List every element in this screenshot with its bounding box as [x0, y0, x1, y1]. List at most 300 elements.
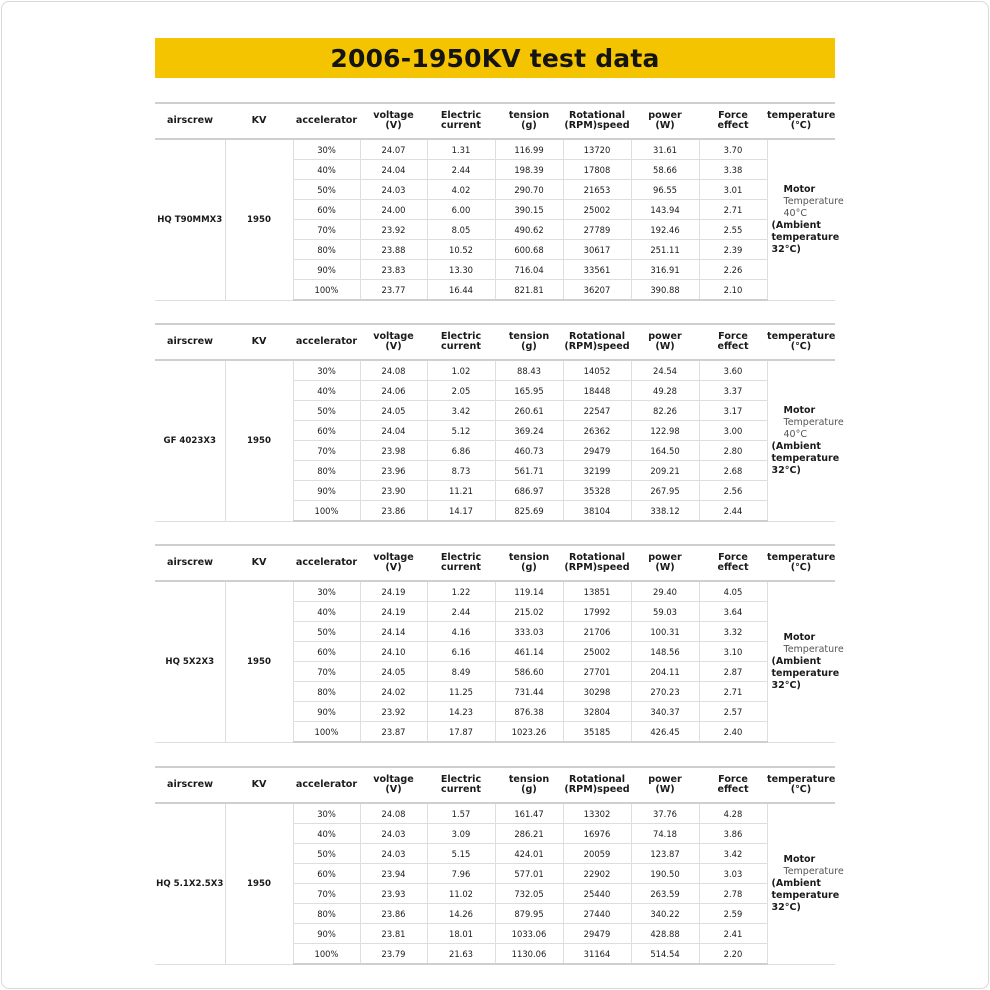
accelerator-cell: 60%: [293, 864, 360, 884]
tension-cell: 1130.06: [495, 944, 563, 965]
power-cell: 190.50: [631, 864, 699, 884]
accelerator-cell: 70%: [293, 884, 360, 904]
force-effect-cell: 2.56: [699, 481, 767, 501]
force-effect-cell: 2.87: [699, 662, 767, 682]
voltage-cell: 24.04: [360, 160, 427, 180]
current-cell: 5.15: [427, 844, 495, 864]
tension-cell: 586.60: [495, 662, 563, 682]
header-current: [427, 324, 495, 360]
force-effect-cell: 2.20: [699, 944, 767, 965]
current-cell: 6.00: [427, 200, 495, 220]
current-cell: 4.02: [427, 180, 495, 200]
temperature-ambient: (Ambient temperature 32°C): [771, 440, 840, 476]
data-table: [155, 544, 844, 743]
voltage-cell: 23.90: [360, 481, 427, 501]
power-cell: 96.55: [631, 180, 699, 200]
current-cell: 17.87: [427, 722, 495, 743]
header-accelerator: [293, 545, 360, 581]
force-effect-cell: 2.44: [699, 501, 767, 522]
accelerator-cell: 100%: [293, 501, 360, 522]
header-force-effect-label: Force: [718, 552, 748, 563]
header-power-unit: (W): [655, 562, 675, 573]
accelerator-cell: 80%: [293, 461, 360, 481]
speed-cell: 25002: [563, 200, 631, 220]
current-cell: 8.05: [427, 220, 495, 240]
temperature-cell: [767, 360, 844, 521]
header-power-label: power: [648, 774, 682, 785]
force-effect-cell: 2.41: [699, 924, 767, 944]
voltage-cell: 23.98: [360, 441, 427, 461]
force-effect-cell: 2.78: [699, 884, 767, 904]
current-cell: 16.44: [427, 280, 495, 301]
header-tension-label: tension: [508, 110, 550, 121]
header-row: [155, 545, 835, 581]
header-airscrew: [155, 767, 225, 803]
header-power-unit: (W): [655, 341, 675, 352]
header-temperature-unit: (℃): [790, 341, 812, 352]
header-current-label: Electric: [440, 331, 482, 342]
speed-cell: 36207: [563, 280, 631, 301]
tension-cell: 461.14: [495, 642, 563, 662]
speed-cell: 27440: [563, 904, 631, 924]
temperature-motor-label: Motor: [783, 183, 816, 195]
header-airscrew-label: airscrew: [167, 557, 213, 568]
header-power-unit: (W): [655, 784, 675, 795]
airscrew-name: HQ T90MMX3: [157, 214, 223, 225]
tension-cell: 119.14: [495, 581, 563, 602]
speed-cell: 26362: [563, 421, 631, 441]
header-accelerator: [293, 767, 360, 803]
power-cell: 37.76: [631, 803, 699, 824]
voltage-cell: 23.88: [360, 240, 427, 260]
header-speed-unit: (RPM)speed: [564, 120, 630, 131]
power-cell: 164.50: [631, 441, 699, 461]
header-temperature-unit: (℃): [790, 120, 812, 131]
tension-cell: 577.01: [495, 864, 563, 884]
test-section: [155, 323, 844, 522]
table-row: [155, 139, 835, 160]
header-speed: [563, 103, 631, 139]
current-cell: 4.16: [427, 622, 495, 642]
tension-cell: 825.69: [495, 501, 563, 522]
force-effect-cell: 4.05: [699, 581, 767, 602]
airscrew-name: GF 4023X3: [163, 435, 216, 446]
speed-cell: 27701: [563, 662, 631, 682]
tension-cell: 490.62: [495, 220, 563, 240]
header-current-unit: current: [441, 120, 481, 131]
header-force-effect: [699, 103, 767, 139]
power-cell: 29.40: [631, 581, 699, 602]
power-cell: 390.88: [631, 280, 699, 301]
header-force-effect-unit: effect: [717, 784, 749, 795]
header-speed: [563, 545, 631, 581]
header-speed-label: Rotational: [568, 552, 626, 563]
tension-cell: 333.03: [495, 622, 563, 642]
power-cell: 31.61: [631, 139, 699, 160]
data-table: [155, 766, 844, 965]
force-effect-cell: 2.68: [699, 461, 767, 481]
airscrew-cell: [155, 803, 225, 964]
header-speed: [563, 767, 631, 803]
header-tension: [495, 767, 563, 803]
page-title: 2006-1950KV test data: [330, 43, 660, 73]
power-cell: 204.11: [631, 662, 699, 682]
header-temperature-label: temperature: [767, 331, 836, 342]
tension-cell: 600.68: [495, 240, 563, 260]
header-current-unit: current: [441, 341, 481, 352]
header-kv: [225, 767, 293, 803]
voltage-cell: 24.19: [360, 581, 427, 602]
header-voltage-unit: (V): [385, 562, 402, 573]
tension-cell: 161.47: [495, 803, 563, 824]
voltage-cell: 24.05: [360, 662, 427, 682]
data-table: [155, 102, 844, 301]
accelerator-cell: 60%: [293, 200, 360, 220]
current-cell: 21.63: [427, 944, 495, 965]
current-cell: 6.16: [427, 642, 495, 662]
header-voltage-label: voltage: [373, 331, 414, 342]
force-effect-cell: 2.59: [699, 904, 767, 924]
header-current: [427, 545, 495, 581]
header-force-effect-unit: effect: [717, 120, 749, 131]
tension-cell: 876.38: [495, 702, 563, 722]
header-force-effect-label: Force: [718, 774, 748, 785]
power-cell: 316.91: [631, 260, 699, 280]
accelerator-cell: 70%: [293, 220, 360, 240]
header-temperature: [767, 767, 835, 803]
voltage-cell: 24.00: [360, 200, 427, 220]
header-power: [631, 324, 699, 360]
power-cell: 338.12: [631, 501, 699, 522]
speed-cell: 25440: [563, 884, 631, 904]
speed-cell: 14052: [563, 360, 631, 381]
current-cell: 14.26: [427, 904, 495, 924]
accelerator-cell: 40%: [293, 602, 360, 622]
header-tension-label: tension: [508, 331, 550, 342]
header-speed-label: Rotational: [568, 110, 626, 121]
header-accelerator-label: accelerator: [295, 557, 358, 568]
accelerator-cell: 80%: [293, 240, 360, 260]
header-tension-label: tension: [508, 774, 550, 785]
voltage-cell: 24.08: [360, 803, 427, 824]
power-cell: 82.26: [631, 401, 699, 421]
header-power: [631, 767, 699, 803]
header-temperature-label: temperature: [767, 552, 836, 563]
current-cell: 18.01: [427, 924, 495, 944]
power-cell: 49.28: [631, 381, 699, 401]
speed-cell: 32804: [563, 702, 631, 722]
header-current-label: Electric: [440, 110, 482, 121]
header-force-effect-label: Force: [718, 110, 748, 121]
header-force-effect: [699, 324, 767, 360]
header-speed-unit: (RPM)speed: [564, 341, 630, 352]
voltage-cell: 23.96: [360, 461, 427, 481]
accelerator-cell: 100%: [293, 944, 360, 965]
accelerator-cell: 50%: [293, 180, 360, 200]
tension-cell: 686.97: [495, 481, 563, 501]
temperature-motor-value: Temperature 40°C: [783, 416, 844, 440]
accelerator-cell: 50%: [293, 401, 360, 421]
test-section: [155, 102, 844, 301]
voltage-cell: 24.06: [360, 381, 427, 401]
header-current: [427, 103, 495, 139]
header-temperature-label: temperature: [767, 774, 836, 785]
voltage-cell: 23.77: [360, 280, 427, 301]
tension-cell: 260.61: [495, 401, 563, 421]
force-effect-cell: 4.28: [699, 803, 767, 824]
tension-cell: 879.95: [495, 904, 563, 924]
header-tension-unit: (g): [521, 341, 537, 352]
header-temperature: [767, 545, 835, 581]
voltage-cell: 24.10: [360, 642, 427, 662]
airscrew-name: HQ 5X2X3: [165, 656, 215, 667]
speed-cell: 20059: [563, 844, 631, 864]
voltage-cell: 24.08: [360, 360, 427, 381]
voltage-cell: 23.87: [360, 722, 427, 743]
tension-cell: 1033.06: [495, 924, 563, 944]
speed-cell: 17992: [563, 602, 631, 622]
accelerator-cell: 80%: [293, 904, 360, 924]
current-cell: 8.73: [427, 461, 495, 481]
accelerator-cell: 40%: [293, 824, 360, 844]
temperature-ambient: (Ambient temperature 32°C): [771, 877, 840, 913]
tension-cell: 821.81: [495, 280, 563, 301]
current-cell: 3.42: [427, 401, 495, 421]
tension-cell: 424.01: [495, 844, 563, 864]
power-cell: 514.54: [631, 944, 699, 965]
accelerator-cell: 80%: [293, 682, 360, 702]
header-accelerator-label: accelerator: [295, 115, 358, 126]
speed-cell: 30617: [563, 240, 631, 260]
header-airscrew-label: airscrew: [167, 336, 213, 347]
current-cell: 7.96: [427, 864, 495, 884]
header-current-label: Electric: [440, 774, 482, 785]
header-power-label: power: [648, 552, 682, 563]
title-banner: [155, 38, 835, 78]
header-airscrew-label: airscrew: [167, 779, 213, 790]
speed-cell: 22902: [563, 864, 631, 884]
force-effect-cell: 3.10: [699, 642, 767, 662]
tension-cell: 286.21: [495, 824, 563, 844]
airscrew-name: HQ 5.1X2.5X3: [156, 878, 224, 889]
voltage-cell: 24.14: [360, 622, 427, 642]
header-speed-unit: (RPM)speed: [564, 562, 630, 573]
speed-cell: 32199: [563, 461, 631, 481]
header-row: [155, 324, 835, 360]
temperature-ambient: (Ambient temperature 32°C): [771, 219, 840, 255]
header-accelerator: [293, 324, 360, 360]
temperature-motor-value: Temperature: [783, 865, 844, 877]
speed-cell: 25002: [563, 642, 631, 662]
header-current-unit: current: [441, 562, 481, 573]
temperature-motor-value: Temperature: [783, 643, 844, 655]
header-voltage: [360, 324, 427, 360]
force-effect-cell: 3.86: [699, 824, 767, 844]
header-voltage: [360, 103, 427, 139]
tension-cell: 1023.26: [495, 722, 563, 743]
header-airscrew: [155, 103, 225, 139]
header-force-effect-unit: effect: [717, 562, 749, 573]
header-tension: [495, 545, 563, 581]
accelerator-cell: 70%: [293, 662, 360, 682]
current-cell: 11.21: [427, 481, 495, 501]
kv-value: 1950: [247, 435, 271, 446]
voltage-cell: 24.04: [360, 421, 427, 441]
power-cell: 340.22: [631, 904, 699, 924]
header-voltage-unit: (V): [385, 784, 402, 795]
current-cell: 6.86: [427, 441, 495, 461]
power-cell: 263.59: [631, 884, 699, 904]
header-accelerator: [293, 103, 360, 139]
power-cell: 267.95: [631, 481, 699, 501]
speed-cell: 33561: [563, 260, 631, 280]
header-voltage: [360, 545, 427, 581]
tension-cell: 369.24: [495, 421, 563, 441]
header-temperature: [767, 324, 835, 360]
temperature-cell: [767, 803, 844, 964]
current-cell: 3.09: [427, 824, 495, 844]
voltage-cell: 24.02: [360, 682, 427, 702]
power-cell: 251.11: [631, 240, 699, 260]
power-cell: 148.56: [631, 642, 699, 662]
voltage-cell: 24.19: [360, 602, 427, 622]
force-effect-cell: 2.10: [699, 280, 767, 301]
temperature-ambient: (Ambient temperature 32°C): [771, 655, 840, 691]
accelerator-cell: 40%: [293, 381, 360, 401]
header-kv-label: KV: [251, 336, 267, 347]
force-effect-cell: 3.32: [699, 622, 767, 642]
accelerator-cell: 30%: [293, 360, 360, 381]
force-effect-cell: 3.38: [699, 160, 767, 180]
power-cell: 428.88: [631, 924, 699, 944]
speed-cell: 30298: [563, 682, 631, 702]
accelerator-cell: 90%: [293, 481, 360, 501]
speed-cell: 31164: [563, 944, 631, 965]
accelerator-cell: 70%: [293, 441, 360, 461]
current-cell: 1.31: [427, 139, 495, 160]
accelerator-cell: 100%: [293, 722, 360, 743]
header-speed-label: Rotational: [568, 774, 626, 785]
current-cell: 2.05: [427, 381, 495, 401]
tension-cell: 732.05: [495, 884, 563, 904]
header-force-effect: [699, 767, 767, 803]
speed-cell: 16976: [563, 824, 631, 844]
header-voltage: [360, 767, 427, 803]
current-cell: 14.17: [427, 501, 495, 522]
power-cell: 270.23: [631, 682, 699, 702]
power-cell: 74.18: [631, 824, 699, 844]
power-cell: 209.21: [631, 461, 699, 481]
test-section: [155, 544, 844, 743]
header-tension-label: tension: [508, 552, 550, 563]
voltage-cell: 24.03: [360, 844, 427, 864]
speed-cell: 17808: [563, 160, 631, 180]
header-power: [631, 103, 699, 139]
test-section: [155, 766, 844, 965]
header-row: [155, 767, 835, 803]
voltage-cell: 23.93: [360, 884, 427, 904]
power-cell: 192.46: [631, 220, 699, 240]
tension-cell: 198.39: [495, 160, 563, 180]
voltage-cell: 23.86: [360, 501, 427, 522]
power-cell: 24.54: [631, 360, 699, 381]
power-cell: 100.31: [631, 622, 699, 642]
speed-cell: 13720: [563, 139, 631, 160]
force-effect-cell: 3.03: [699, 864, 767, 884]
accelerator-cell: 90%: [293, 702, 360, 722]
speed-cell: 29479: [563, 924, 631, 944]
tension-cell: 731.44: [495, 682, 563, 702]
voltage-cell: 23.92: [360, 220, 427, 240]
tension-cell: 215.02: [495, 602, 563, 622]
force-effect-cell: 2.71: [699, 200, 767, 220]
table-row: [155, 581, 835, 602]
voltage-cell: 23.94: [360, 864, 427, 884]
tension-cell: 716.04: [495, 260, 563, 280]
header-speed-unit: (RPM)speed: [564, 784, 630, 795]
speed-cell: 35185: [563, 722, 631, 743]
header-force-effect-unit: effect: [717, 341, 749, 352]
accelerator-cell: 90%: [293, 924, 360, 944]
temperature-motor-label: Motor: [783, 631, 816, 643]
header-temperature-unit: (℃): [790, 784, 812, 795]
speed-cell: 18448: [563, 381, 631, 401]
accelerator-cell: 30%: [293, 139, 360, 160]
header-force-effect-label: Force: [718, 331, 748, 342]
header-power-label: power: [648, 331, 682, 342]
force-effect-cell: 2.40: [699, 722, 767, 743]
voltage-cell: 23.81: [360, 924, 427, 944]
current-cell: 10.52: [427, 240, 495, 260]
voltage-cell: 24.07: [360, 139, 427, 160]
header-speed: [563, 324, 631, 360]
current-cell: 2.44: [427, 602, 495, 622]
header-kv: [225, 103, 293, 139]
speed-cell: 22547: [563, 401, 631, 421]
kv-cell: [225, 360, 293, 521]
airscrew-cell: [155, 360, 225, 521]
header-tension: [495, 324, 563, 360]
voltage-cell: 24.03: [360, 824, 427, 844]
current-cell: 1.22: [427, 581, 495, 602]
force-effect-cell: 2.39: [699, 240, 767, 260]
header-kv-label: KV: [251, 779, 267, 790]
header-voltage-unit: (V): [385, 120, 402, 131]
accelerator-cell: 60%: [293, 421, 360, 441]
power-cell: 122.98: [631, 421, 699, 441]
force-effect-cell: 2.71: [699, 682, 767, 702]
header-airscrew: [155, 545, 225, 581]
header-voltage-label: voltage: [373, 774, 414, 785]
header-kv-label: KV: [251, 557, 267, 568]
temperature-cell: [767, 139, 844, 300]
header-voltage-label: voltage: [373, 110, 414, 121]
force-effect-cell: 3.00: [699, 421, 767, 441]
kv-cell: [225, 581, 293, 742]
current-cell: 11.25: [427, 682, 495, 702]
current-cell: 1.02: [427, 360, 495, 381]
force-effect-cell: 2.57: [699, 702, 767, 722]
tension-cell: 88.43: [495, 360, 563, 381]
force-effect-cell: 2.80: [699, 441, 767, 461]
header-temperature: [767, 103, 835, 139]
voltage-cell: 24.05: [360, 401, 427, 421]
table-row: [155, 360, 835, 381]
header-tension-unit: (g): [521, 784, 537, 795]
temperature-motor-label: Motor: [783, 853, 816, 865]
tension-cell: 390.15: [495, 200, 563, 220]
header-row: [155, 103, 835, 139]
